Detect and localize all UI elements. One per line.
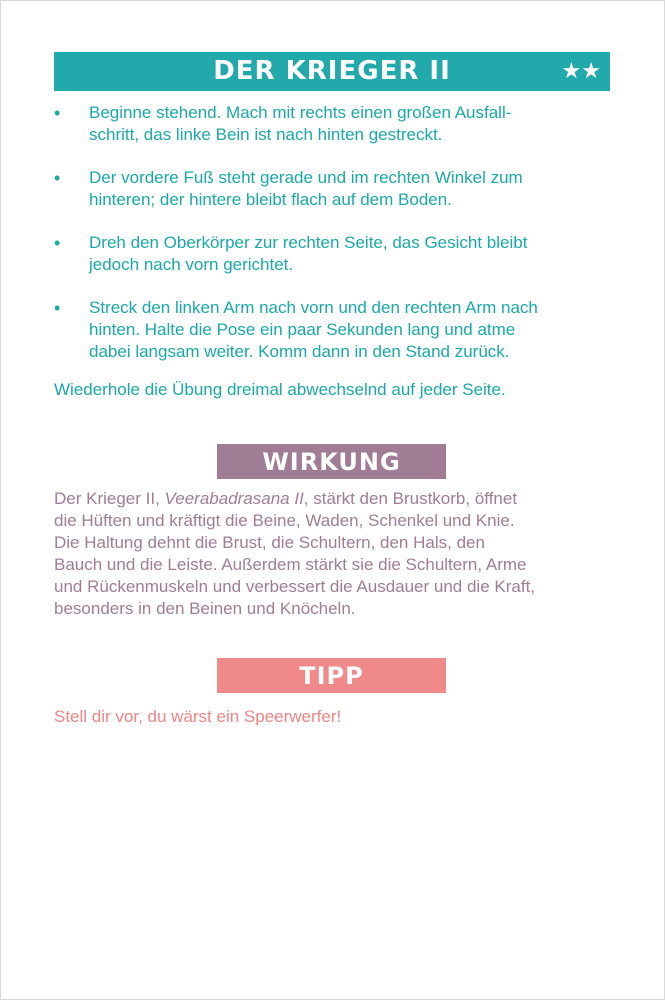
effect-line	[54, 488, 619, 510]
title-bar	[54, 52, 610, 91]
effect-line: die Hüften und kräftigt die Beine, Waden, Schenkel und Knie.	[54, 511, 515, 530]
effect-line-prefix: Der Krieger II,	[54, 489, 165, 508]
tip-heading: TIPP	[217, 658, 446, 693]
effect-heading: WIRKUNG	[217, 444, 446, 479]
effect-text	[54, 488, 619, 620]
bullet-icon: •	[54, 233, 61, 253]
bullet-icon: •	[54, 103, 61, 123]
difficulty-stars-icon: ★★	[561, 58, 601, 83]
tip-text: Stell dir vor, du wärst ein Speerwerfer!	[54, 707, 342, 726]
effect-line: besonders in den Beinen und Knöcheln.	[54, 599, 356, 618]
step-line: hinten. Halte die Pose ein paar Sekunden lang und atme	[89, 320, 516, 339]
effect-line: Bauch und die Leiste. Außerdem stärkt sie die Schultern, Arme	[54, 555, 527, 574]
instruction-step	[54, 297, 614, 363]
effect-line: Die Haltung dehnt die Brust, die Schultern, den Hals, den	[54, 533, 485, 552]
sanskrit-name: Veerabadrasana II	[164, 489, 304, 508]
step-line: Beginne stehend. Mach mit rechts einen großen Ausfall-	[89, 103, 512, 122]
step-line: hinteren; der hintere bleibt flach auf dem Boden.	[89, 190, 452, 209]
instruction-step	[54, 102, 614, 146]
bullet-icon: •	[54, 168, 61, 188]
bullet-icon: •	[54, 298, 61, 318]
instruction-step	[54, 167, 614, 211]
instruction-step	[54, 232, 614, 276]
step-line: Dreh den Oberkörper zur rechten Seite, das Gesicht bleibt	[89, 233, 528, 252]
instruction-list	[54, 102, 614, 363]
repeat-note: Wiederhole die Übung dreimal abwechselnd auf jeder Seite.	[54, 380, 506, 399]
step-line: schritt, das linke Bein ist nach hinten gestreckt.	[89, 125, 443, 144]
step-line: dabei langsam weiter. Komm dann in den Stand zurück.	[89, 342, 510, 361]
effect-line: und Rückenmuskeln und verbessert die Ausdauer und die Kraft,	[54, 577, 536, 596]
page-title: DER KRIEGER II	[213, 55, 451, 86]
effect-line-suffix: , stärkt den Brustkorb, öffnet	[303, 489, 518, 508]
step-line: Streck den linken Arm nach vorn und den rechten Arm nach	[89, 298, 538, 317]
step-line: Der vordere Fuß steht gerade und im rechten Winkel zum	[89, 168, 523, 187]
step-line: jedoch nach vorn gerichtet.	[89, 255, 294, 274]
